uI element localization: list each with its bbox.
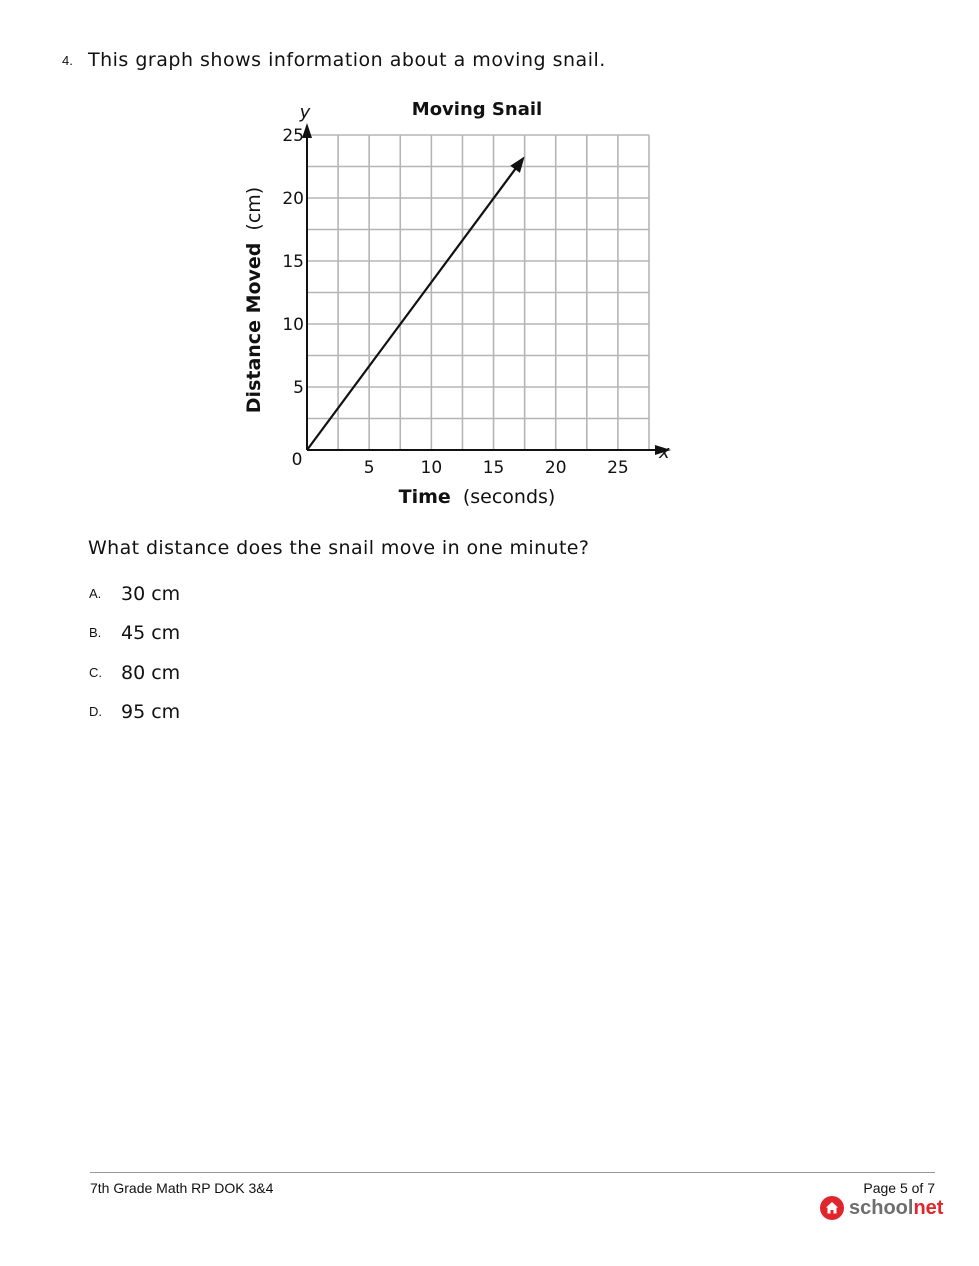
choice-c-text: 80 cm: [121, 662, 181, 684]
footer-title: 7th Grade Math RP DOK 3&4: [90, 1180, 274, 1196]
page-number: Page 5 of 7: [863, 1180, 935, 1196]
y-tick-label: 15: [282, 252, 304, 272]
y-tick-label: 20: [282, 189, 304, 209]
x-tick-label: 25: [607, 458, 629, 478]
y-axis-label-unit: (cm): [243, 186, 265, 231]
x-axis-label: [399, 486, 556, 508]
choice-a-letter: A.: [89, 586, 102, 601]
schoolnet-logo: [820, 1194, 943, 1222]
x-tick-label: 10: [420, 458, 443, 478]
y-tick-label: 25: [282, 126, 304, 146]
x-axis-letter: x: [659, 442, 670, 463]
choice-b-letter: B.: [89, 625, 102, 640]
choice-b-text: 45 cm: [121, 622, 181, 644]
choice-a-text: 30 cm: [121, 583, 181, 605]
logo-word-school: school: [849, 1196, 914, 1219]
footer-divider: [90, 1172, 935, 1173]
y-axis-label: [243, 187, 265, 413]
chart-title: Moving Snail: [411, 99, 543, 120]
series-arrowhead: [510, 156, 524, 172]
choice-d-letter: D.: [89, 704, 102, 719]
x-tick-label: 5: [363, 458, 375, 478]
logo-word-net: net: [913, 1196, 944, 1219]
house-icon: [820, 1196, 844, 1220]
y-axis-label-bold: Distance Moved: [243, 242, 265, 414]
logo-wordmark: [849, 1197, 943, 1220]
question-number: 4.: [62, 53, 73, 68]
moving-snail-chart: [230, 90, 690, 520]
y-axis-letter: y: [299, 102, 311, 123]
x-axis-label-bold: Time: [398, 486, 451, 508]
question-text: This graph shows information about a moving snail.: [88, 49, 606, 71]
choice-c-letter: C.: [89, 665, 102, 680]
x-tick-label: 15: [482, 458, 505, 478]
x-axis-label-unit: (seconds): [462, 486, 556, 508]
origin-label: 0: [291, 450, 303, 470]
choice-d-text: 95 cm: [121, 701, 181, 723]
y-tick-label: 10: [282, 315, 304, 335]
y-tick-label: 5: [293, 378, 304, 398]
x-tick-label: 20: [544, 458, 567, 478]
question-prompt: What distance does the snail move in one minute?: [88, 537, 590, 559]
